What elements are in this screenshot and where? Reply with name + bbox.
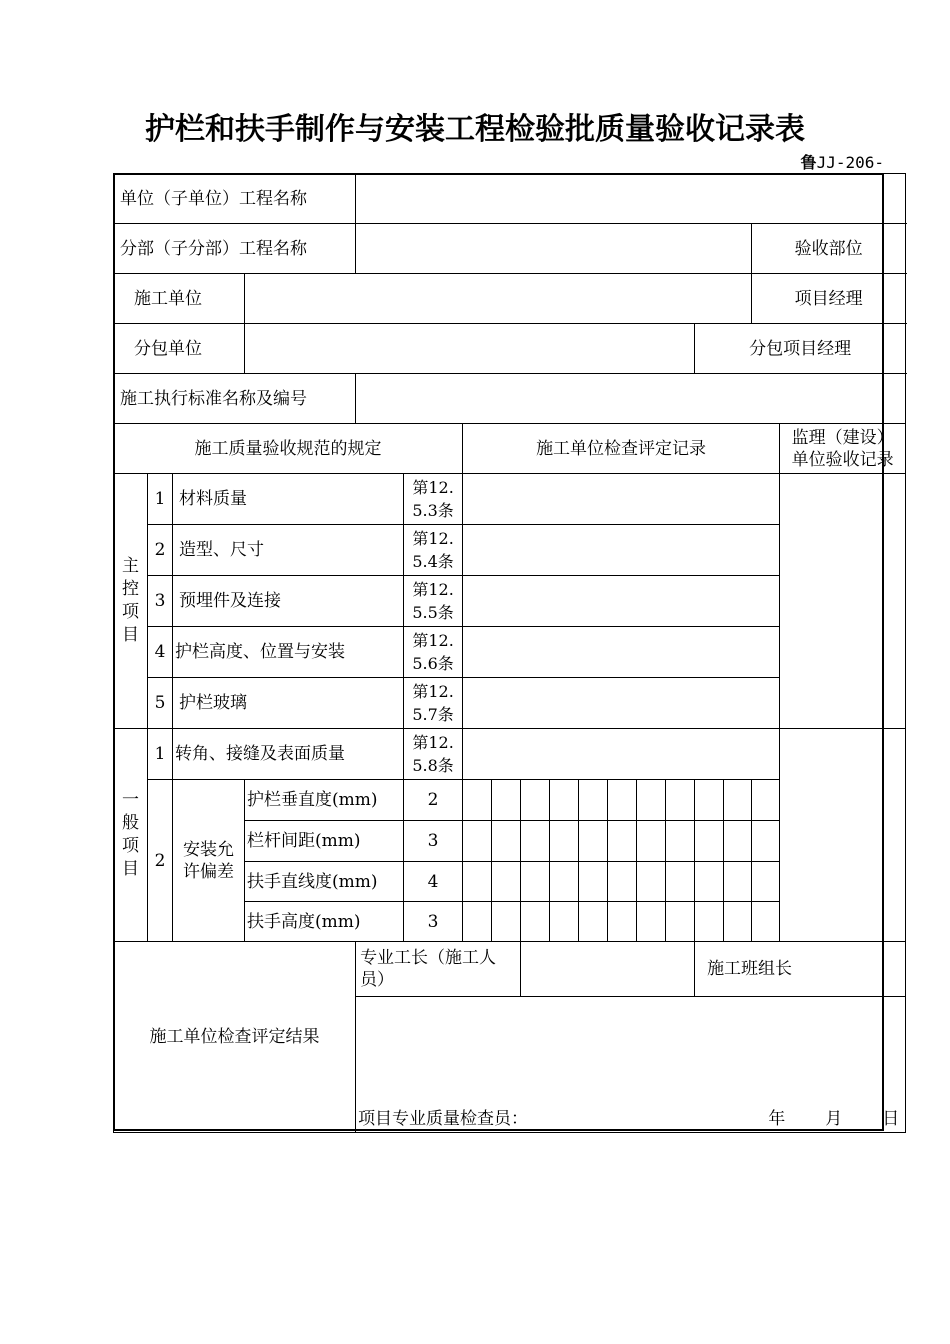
result-content-field[interactable] — [356, 997, 906, 1133]
standard-label: 施工执行标准名称及编号 — [114, 374, 356, 424]
general-item-no: 1 — [148, 729, 173, 780]
form-code — [801, 150, 884, 173]
acceptance-part-label: 验收部位 — [752, 224, 906, 274]
main-item-name: 造型、尺寸 — [173, 525, 404, 576]
measure-cell[interactable] — [463, 902, 492, 942]
measure-cell[interactable] — [492, 821, 521, 862]
main-item-name: 护栏玻璃 — [173, 678, 404, 729]
foreman-label: 专业工长（施工人员） — [356, 942, 521, 997]
measure-cell[interactable] — [752, 821, 780, 862]
main-item-no: 2 — [148, 525, 173, 576]
measure-cell[interactable] — [695, 902, 724, 942]
measure-cell[interactable] — [521, 862, 550, 902]
main-item-name: 护栏高度、位置与安装 — [173, 627, 404, 678]
measure-cell[interactable] — [463, 780, 492, 821]
foreman-field[interactable] — [521, 942, 695, 997]
main-item-clause: 第12.5.6条 — [404, 627, 463, 678]
deviation-name: 栏杆间距(mm) — [245, 821, 404, 862]
measure-cell[interactable] — [521, 902, 550, 942]
main-item-clause: 第12.5.5条 — [404, 576, 463, 627]
form-code-prefix: 鲁 — [800, 153, 817, 172]
sub-project-label: 分部（子分部）工程名称 — [114, 224, 356, 274]
deviation-item-no: 2 — [148, 780, 173, 942]
general-item-record-field[interactable] — [463, 729, 780, 780]
measure-cell[interactable] — [637, 902, 666, 942]
subcontract-manager-label: 分包项目经理 — [695, 324, 906, 374]
main-item-name: 材料质量 — [173, 474, 404, 525]
supervision-header-line2: 单位验收记录 — [791, 449, 894, 470]
measure-cell[interactable] — [521, 821, 550, 862]
measure-cell[interactable] — [666, 780, 695, 821]
measure-cell[interactable] — [695, 780, 724, 821]
measure-cell[interactable] — [695, 862, 724, 902]
construction-unit-field[interactable] — [245, 274, 752, 324]
measure-cell[interactable] — [752, 862, 780, 902]
deviation-value: 3 — [404, 902, 463, 942]
deviation-group-label: 安装允许偏差 — [173, 780, 245, 942]
main-item-no: 5 — [148, 678, 173, 729]
measure-cell[interactable] — [550, 780, 579, 821]
inspection-record-table — [113, 173, 906, 1133]
measure-cell[interactable] — [695, 821, 724, 862]
measure-cell[interactable] — [521, 780, 550, 821]
main-item-record-field[interactable] — [463, 576, 780, 627]
main-item-clause: 第12.5.3条 — [404, 474, 463, 525]
signature-date — [728, 1108, 899, 1130]
measure-cell[interactable] — [637, 821, 666, 862]
measure-cell[interactable] — [492, 902, 521, 942]
deviation-value: 4 — [404, 862, 463, 902]
subcontract-unit-field[interactable] — [245, 324, 695, 374]
deviation-value: 3 — [404, 821, 463, 862]
measure-cell[interactable] — [666, 862, 695, 902]
main-item-record-field[interactable] — [463, 474, 780, 525]
team-leader-label: 施工班组长 — [695, 942, 906, 997]
measure-cell[interactable] — [579, 862, 608, 902]
project-manager-label: 项目经理 — [752, 274, 906, 324]
main-item-no: 1 — [148, 474, 173, 525]
main-item-no: 4 — [148, 627, 173, 678]
deviation-name: 扶手高度(mm) — [245, 902, 404, 942]
general-items-supervision-field[interactable] — [780, 729, 906, 942]
main-item-record-field[interactable] — [463, 627, 780, 678]
spec-column-header: 施工质量验收规范的规定 — [114, 424, 463, 474]
measure-cell[interactable] — [608, 902, 637, 942]
deviation-value: 2 — [404, 780, 463, 821]
general-item-name: 转角、接缝及表面质量 — [173, 729, 404, 780]
subcontract-unit-label: 分包单位 — [114, 324, 245, 374]
measure-cell[interactable] — [724, 902, 752, 942]
construction-record-header: 施工单位检查评定记录 — [463, 424, 780, 474]
measure-cell[interactable] — [752, 780, 780, 821]
measure-cell[interactable] — [637, 780, 666, 821]
measure-cell[interactable] — [550, 862, 579, 902]
main-item-clause: 第12.5.4条 — [404, 525, 463, 576]
deviation-name: 扶手直线度(mm) — [245, 862, 404, 902]
measure-cell[interactable] — [637, 862, 666, 902]
measure-cell[interactable] — [724, 821, 752, 862]
measure-cell[interactable] — [724, 862, 752, 902]
standard-field[interactable] — [356, 374, 906, 424]
construction-unit-label: 施工单位 — [114, 274, 245, 324]
deviation-name: 护栏垂直度(mm) — [245, 780, 404, 821]
measure-cell[interactable] — [608, 780, 637, 821]
main-items-supervision-field[interactable] — [780, 474, 906, 729]
form-code-number: JJ-206- — [816, 153, 884, 172]
unit-project-label: 单位（子单位）工程名称 — [114, 174, 356, 224]
measure-cell[interactable] — [579, 821, 608, 862]
general-items-group-label: 一般项目 — [114, 729, 148, 942]
measure-cell[interactable] — [579, 780, 608, 821]
result-label: 施工单位检查评定结果 — [114, 942, 356, 1133]
form-title: 护栏和扶手制作与安装工程检验批质量验收记录表 — [145, 112, 805, 147]
measure-cell[interactable] — [608, 821, 637, 862]
measure-cell[interactable] — [492, 780, 521, 821]
measure-cell[interactable] — [550, 821, 579, 862]
date-year: 年 — [768, 1109, 786, 1129]
general-item-clause: 第12.5.8条 — [404, 729, 463, 780]
measure-cell[interactable] — [550, 902, 579, 942]
measure-cell[interactable] — [752, 902, 780, 942]
date-month: 月 — [825, 1109, 843, 1129]
measure-cell[interactable] — [724, 780, 752, 821]
supervision-header-line1: 监理（建设） — [791, 427, 894, 448]
main-items-group-label: 主控项目 — [114, 474, 148, 729]
measure-cell[interactable] — [579, 902, 608, 942]
inspector-label: 项目专业质量检查员： — [358, 1109, 529, 1129]
measure-cell[interactable] — [608, 862, 637, 902]
date-day: 日 — [882, 1109, 900, 1129]
unit-project-field[interactable] — [356, 174, 906, 224]
measure-cell[interactable] — [463, 862, 492, 902]
main-item-clause: 第12.5.7条 — [404, 678, 463, 729]
measure-cell[interactable] — [492, 862, 521, 902]
main-item-no: 3 — [148, 576, 173, 627]
main-item-name: 预埋件及连接 — [173, 576, 404, 627]
measure-cell[interactable] — [666, 821, 695, 862]
measure-cell[interactable] — [463, 821, 492, 862]
main-item-record-field[interactable] — [463, 678, 780, 729]
main-item-record-field[interactable] — [463, 525, 780, 576]
sub-project-field[interactable] — [356, 224, 752, 274]
measure-cell[interactable] — [666, 902, 695, 942]
inspector-signature-line — [356, 1108, 905, 1132]
supervision-record-header — [780, 424, 906, 474]
